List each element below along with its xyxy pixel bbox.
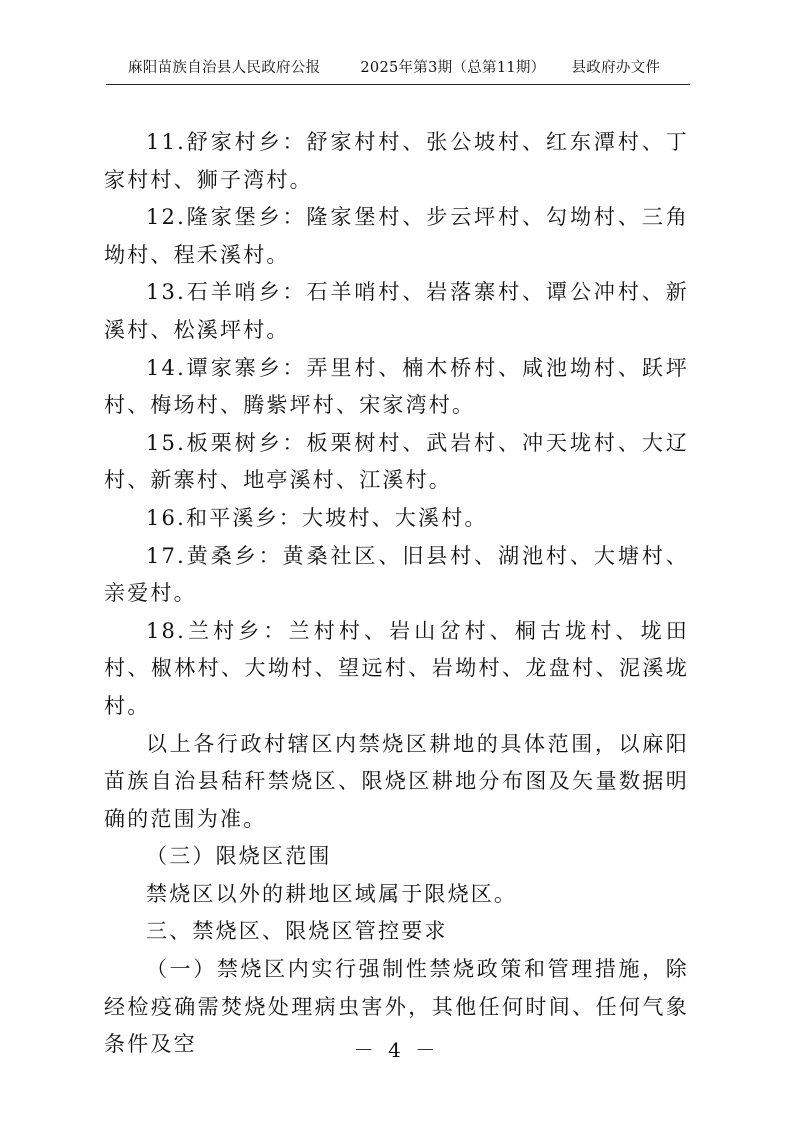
paragraph-longjiapu: 12.隆家堡乡：隆家堡村、步云坪村、勾坳村、三角坳村、程禾溪村。	[104, 205, 689, 267]
paragraph-restricted-area: 禁烧区以外的耕地区域属于限烧区。	[146, 881, 518, 906]
paragraph-ban-measures: （一）禁烧区内实行强制性禁烧政策和管理措施，除经检疫确需焚烧处理病虫害外，其他任何时间、任何气象条件及空	[104, 957, 689, 1057]
paragraph-hepingxi: 16.和平溪乡：大坡村、大溪村。	[146, 505, 488, 530]
section-heading-control-requirements: 三、禁烧区、限烧区管控要求	[146, 919, 448, 944]
issue-number: 2025年第3期（总第11期）	[360, 60, 546, 76]
header-rule	[106, 84, 690, 85]
section-name: 县政府办文件	[571, 60, 661, 76]
gazette-title: 麻阳苗族自治县人民政府公报	[128, 60, 321, 76]
paragraph-lancun: 18.兰村乡：兰村村、岩山岔村、桐古垅村、垅田村、椒林村、大坳村、望远村、岩坳村、龙盘村、泥溪垅村。	[104, 618, 689, 718]
paragraph-huangsang: 17.黄桑乡：黄桑社区、旧县村、湖池村、大塘村、亲爱村。	[104, 543, 689, 606]
paragraph-shiyangshao: 13.石羊哨乡：石羊哨村、岩落寨村、谭公冲村、新溪村、松溪坪村。	[104, 280, 689, 342]
paragraph-shujiacun: 11.舒家村乡：舒家村村、张公坡村、红东潭村、丁家村村、狮子湾村。	[104, 130, 689, 192]
document-body	[104, 124, 689, 1064]
paragraph-scope-note: 以上各行政村辖区内禁烧区耕地的具体范围，以麻阳苗族自治县秸秆禁烧区、限烧区耕地分布图及矢量数据明确的范围为准。	[104, 731, 689, 831]
paragraph-tanjiazhai: 14.谭家寨乡：弄里村、楠木桥村、咸池坳村、跃坪村、梅场村、腾紫坪村、宋家湾村。	[104, 355, 689, 418]
page-number: － 4 －	[353, 1038, 440, 1062]
paragraph-banlishu: 15.板栗树乡：板栗树村、武岩村、冲天垅村、大辽村、新寨村、地亭溪村、江溪村。	[104, 430, 689, 493]
section-heading-restricted-scope: （三）限烧区范围	[146, 844, 332, 869]
running-header	[128, 56, 668, 77]
